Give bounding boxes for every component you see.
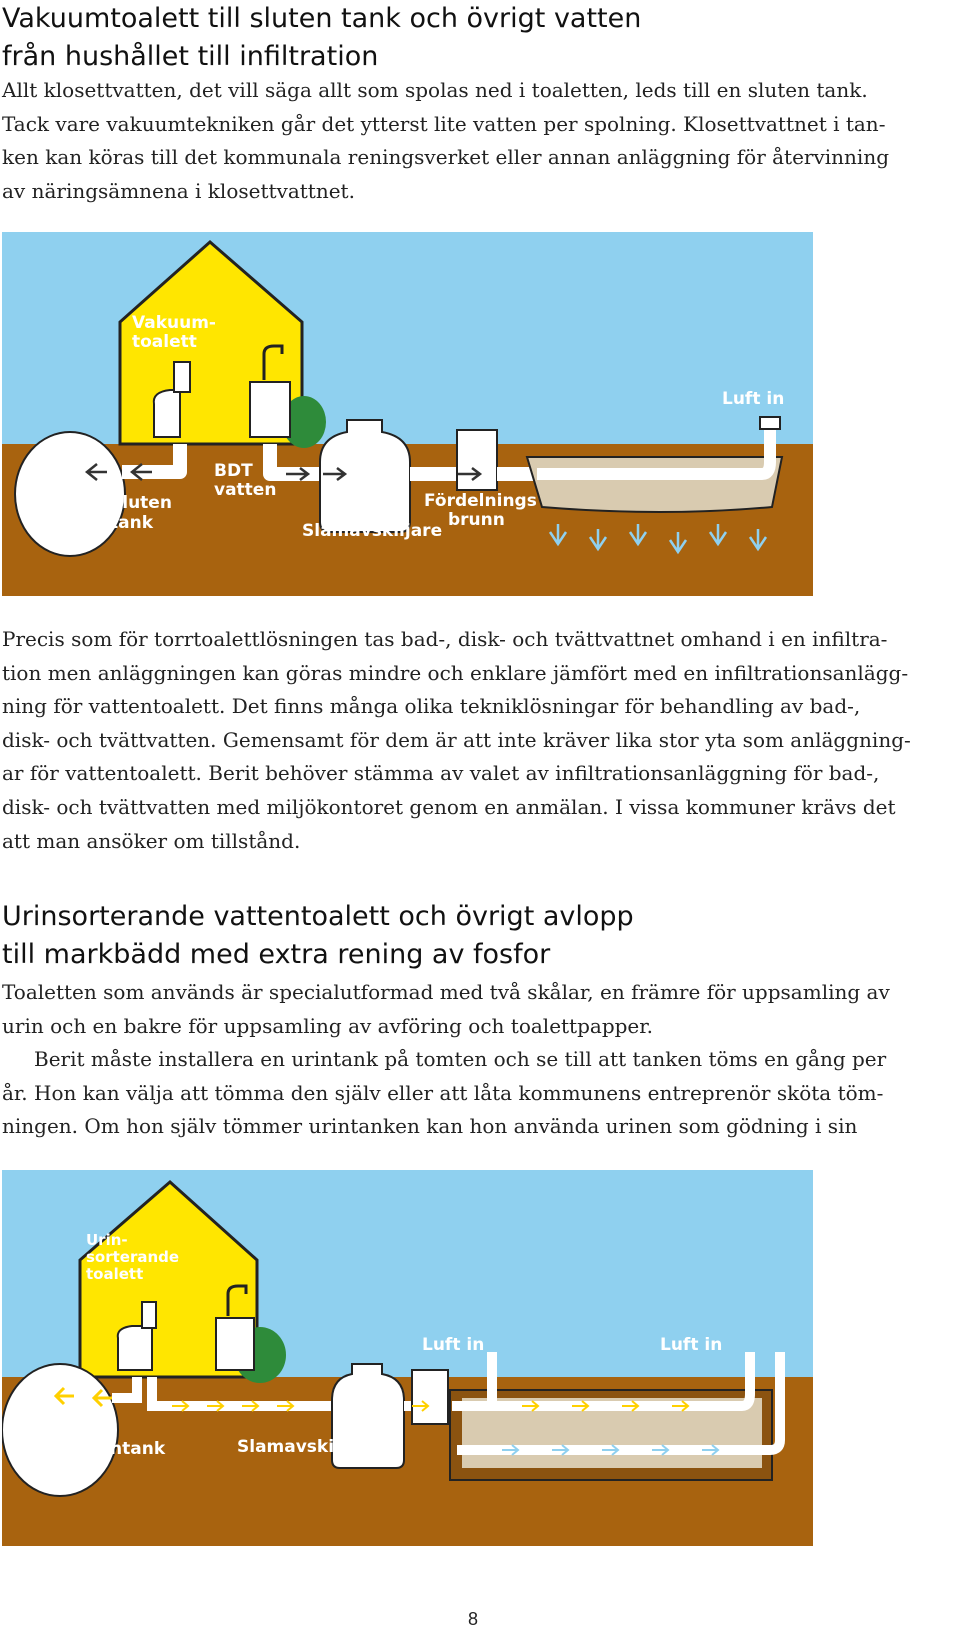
body-line: tion men anläggningen kan göras mindre och enklare jämfört med en infiltrationsanlägg- <box>2 660 909 685</box>
section1-intro <box>2 74 937 208</box>
body-line: ning för vattentoalett. Det finns många olika tekniklösningar för behandling av bad-, <box>2 694 861 719</box>
label-bdt-line2: vatten <box>214 480 277 500</box>
vent-cap <box>760 417 780 429</box>
toilet-cistern <box>142 1302 156 1328</box>
label-toilet-line3: toalett <box>86 1265 144 1283</box>
label-separator: Slamavskiljare <box>237 1437 378 1457</box>
sink-cabinet <box>216 1318 254 1370</box>
septic-separator <box>320 420 410 532</box>
urine-separating-toilet <box>118 1326 152 1370</box>
section1-heading-line2: från hushållet till infiltration <box>2 41 379 72</box>
closed-tank <box>15 432 125 556</box>
body-line: år. Hon kan välja att tömma den själv eller att låta kommunens entreprenör sköta töm- <box>2 1080 884 1105</box>
page-number: 8 <box>468 1609 479 1629</box>
vacuum-toilet-diagram <box>2 232 813 596</box>
label-bdt-line1: BDT <box>214 461 253 481</box>
label-toilet-line1: Urin- <box>86 1231 128 1249</box>
body-line: Berit måste installera en urintank på tomten och se till att tanken töms en gång per <box>34 1047 887 1072</box>
distribution-well <box>457 430 497 490</box>
body-line: disk- och tvättvatten. Gemensamt för dem är att inte kräver lika stor yta som anläggning- <box>2 727 911 752</box>
intro-line: av näringsämnena i klosettvattnet. <box>2 178 355 203</box>
label-distribution-line1: Fördelnings <box>424 491 537 511</box>
label-toilet-line2: toalett <box>132 332 197 352</box>
body-line: Precis som för torrtoalettlösningen tas bad-, disk- och tvättvattnet omhand i en infiltra- <box>2 627 888 651</box>
section1-heading <box>2 0 641 76</box>
section1-body <box>2 623 937 858</box>
label-air-in-2: Luft in <box>660 1335 723 1355</box>
label-air-in-1: Luft in <box>422 1335 485 1355</box>
urine-tank <box>2 1364 118 1496</box>
label-toilet-line1: Vakuum- <box>132 313 216 333</box>
section1-heading-line1: Vakuumtoalett till sluten tank och övrigt vatten <box>2 3 642 34</box>
label-distribution-line2: brunn <box>448 510 505 530</box>
body-line: ningen. Om hon själv tömmer urintanken kan hon använda urinen som gödning i sin <box>2 1114 858 1139</box>
intro-line: ken kan köras till det kommunala reningsverket eller annan anläggning för återvinning <box>2 145 890 170</box>
section2-heading <box>2 898 634 974</box>
section2-heading-line2: till markbädd med extra rening av fosfor <box>2 939 551 970</box>
body-line: Toaletten som används är specialutformad med två skålar, en främre för uppsamling av <box>2 980 890 1004</box>
label-tank-line2: tank <box>110 513 154 533</box>
label-toilet-line2: sorterande <box>86 1248 180 1266</box>
section2-body <box>2 976 937 1144</box>
intro-line: Tack vare vakuumtekniken går det ytterst lite vatten per spolning. Klosettvattnet i tan- <box>2 111 886 136</box>
urine-toilet-diagram <box>2 1170 813 1546</box>
section2-heading-line1: Urinsorterande vattentoalett och övrigt avlopp <box>2 901 634 932</box>
label-separator: Slamavskiljare <box>302 521 443 541</box>
distribution-well <box>412 1370 448 1424</box>
intro-line: Allt klosettvatten, det vill säga allt som spolas ned i toaletten, leds till en sluten tank. <box>2 78 868 102</box>
label-air-in: Luft in <box>722 389 785 409</box>
body-line: att man ansöker om tillstånd. <box>2 828 301 853</box>
toilet-cistern <box>174 362 190 392</box>
gravel-bed <box>527 457 782 512</box>
sink-cabinet <box>250 382 290 437</box>
body-line: urin och en bakre för uppsamling av avföring och toalettpapper. <box>2 1013 653 1038</box>
vacuum-toilet-illustration <box>2 232 813 596</box>
label-tank-line1: Sluten <box>110 493 172 513</box>
body-line: ar för vattentoalett. Berit behöver stämma av valet av infiltrationsanläggning för bad-, <box>2 761 880 786</box>
body-line: disk- och tvättvatten med miljökontoret genom en anmälan. I vissa kommuner krävs det <box>2 794 896 819</box>
urine-toilet-illustration <box>2 1170 813 1546</box>
label-urine-tank: Urintank <box>82 1439 166 1459</box>
toilet <box>154 390 180 437</box>
